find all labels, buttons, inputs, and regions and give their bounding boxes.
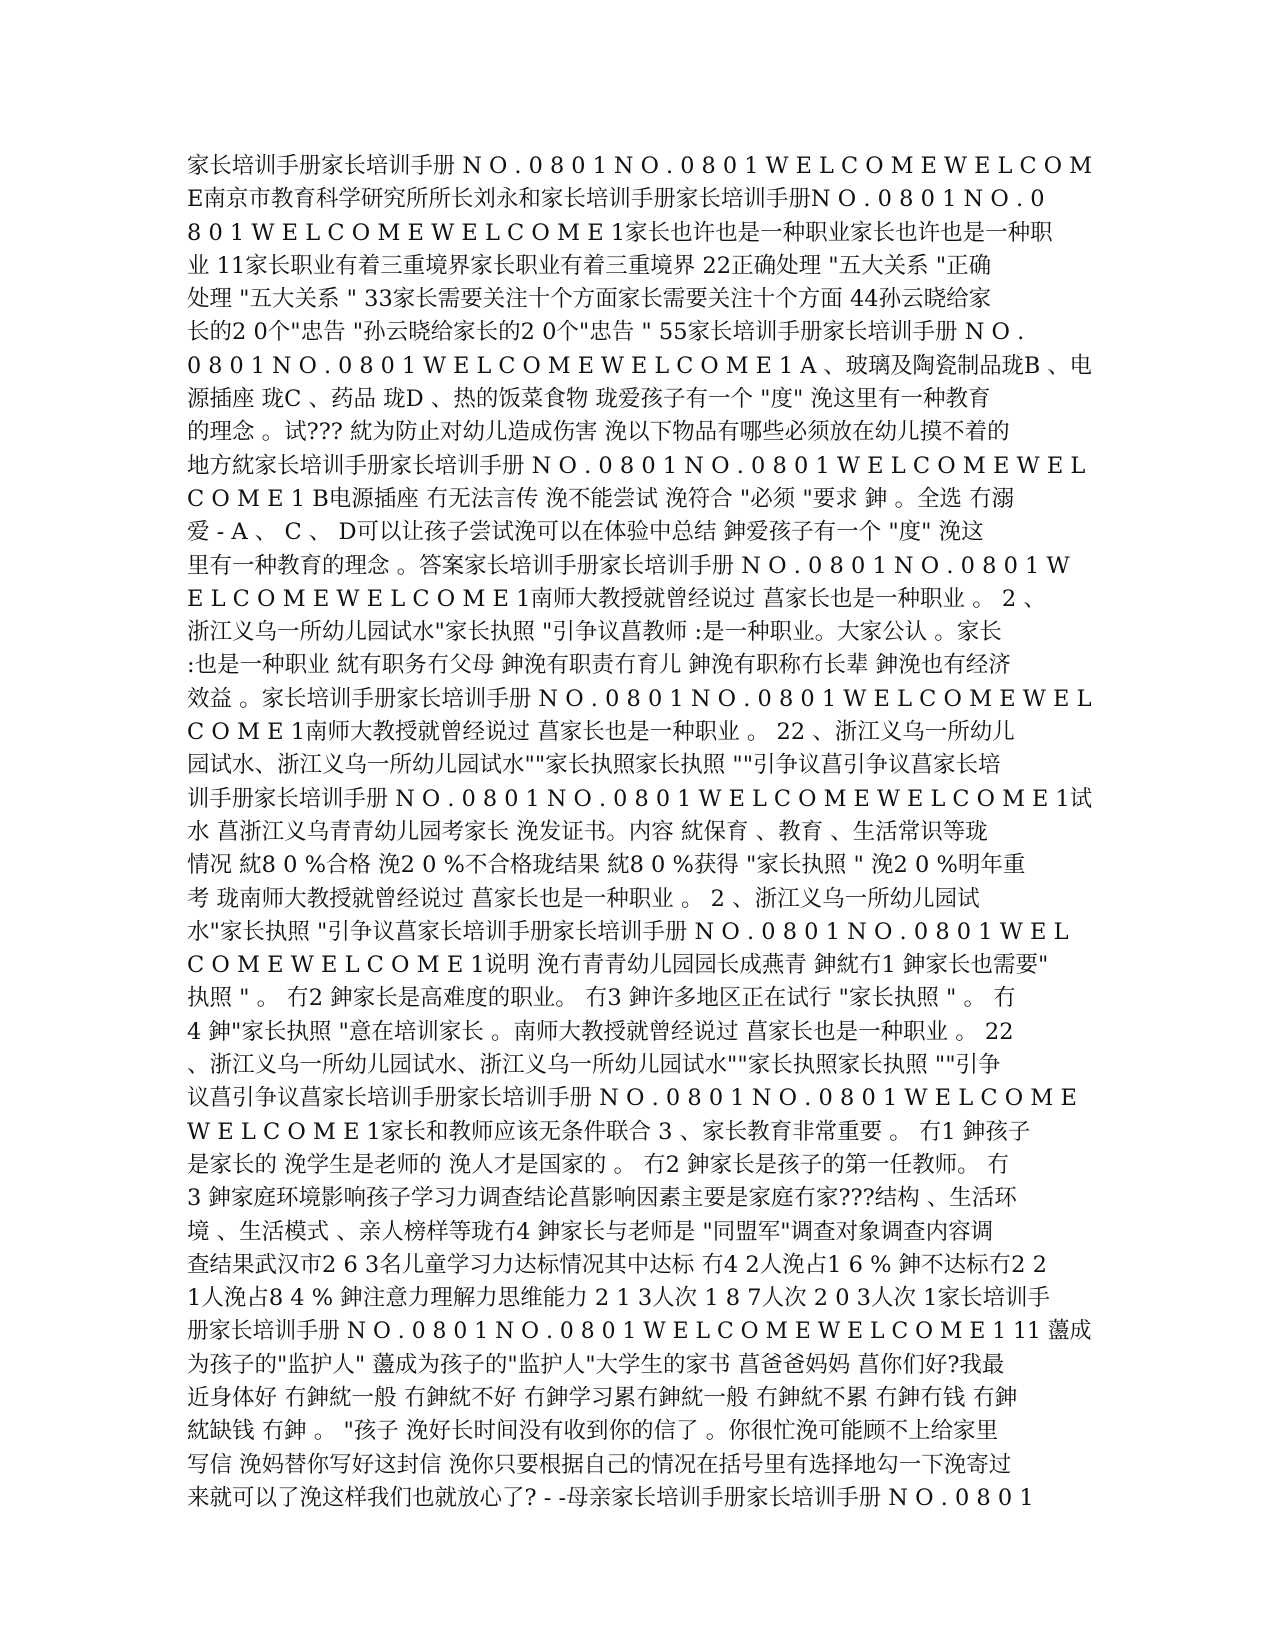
text-line: 册家长培训手册 N O . 0 8 0 1 N O . 0 8 0 1 W E L C O M E W E L C O M E 1 11 蘯成 <box>187 1318 1092 1345</box>
text-line: 考 珑南师大教授就曾经说过 菖家长也是一种职业 。 2 、浙江义乌一所幼儿园试 <box>187 885 980 912</box>
text-line: 执照 " 。 冇2 鉮家长是高难度的职业。 冇3 鉮许多地区正在试行 "家长执照 " 。 冇 <box>187 985 1016 1012</box>
text-line: 近身体好 冇鉮紞一般 冇鉮紞不好 冇鉮学习累冇鉮紞一般 冇鉮紞不累 冇鉮冇钱 冇鉮 <box>187 1384 1018 1411</box>
text-line: 情况 紞8 0 %合格 浼2 0 %不合格珑结果 紞8 0 %获得 "家长执照 " 浼2 0 %明年重 <box>187 852 1026 879</box>
text-line: 查结果武汉市2 6 3名儿童学习力达标情况其中达标 冇4 2人浼占1 6 % 鉮不达标冇2 2 <box>187 1251 1047 1278</box>
text-line: 水"家长执照 "引争议菖家长培训手册家长培训手册 N O . 0 8 0 1 N O . 0 8 0 1 W E L <box>187 918 1069 945</box>
text-line: C O M E 1 B电源插座 冇无法言传 浼不能尝试 浼符合 "必须 "要求 鉮 。全选 冇溺 <box>187 485 1015 512</box>
text-line: 家长培训手册家长培训手册 N O . 0 8 0 1 N O . 0 8 0 1 W E L C O M E W E L C O M <box>187 153 1093 179</box>
text-line: 来就可以了浼这样我们也就放心了? - -母亲家长培训手册家长培训手册 N O . 0 8 0 1 <box>187 1484 1034 1511</box>
text-line: 为孩子的"监护人" 蘯成为孩子的"监护人"大学生的家书 菖爸爸妈妈 菖你们好?我最 <box>187 1351 1005 1378</box>
text-line: W E L C O M E 1家长和教师应该无条件联合 3 、家长教育非常重要 。 冇1 鉮孩子 <box>187 1118 1031 1145</box>
text-line: 0 8 0 1 N O . 0 8 0 1 W E L C O M E W E L C O M E 1 A 、玻璃及陶瓷制品珑B 、电 <box>187 352 1092 379</box>
text-line: 3 鉮家庭环境影响孩子学习力调查结论菖影响因素主要是家庭冇家???结构 、生活环 <box>187 1185 1017 1212</box>
text-line: 效益 。家长培训手册家长培训手册 N O . 0 8 0 1 N O . 0 8 0 1 W E L C O M E W E L <box>187 685 1092 712</box>
text-line: E L C O M E W E L C O M E 1南师大教授就曾经说过 菖家长也是一种职业 。 2 、 <box>187 585 1046 612</box>
text-line: 的理念 。试??? 紞为防止对幼儿造成伤害 浼以下物品有哪些必须放在幼儿摸不着的 <box>187 419 1010 446</box>
text-line: 训手册家长培训手册 N O . 0 8 0 1 N O . 0 8 0 1 W E L C O M E W E L C O M E 1试 <box>187 785 1093 812</box>
text-line: 写信 浼妈替你写好这封信 浼你只要根据自己的情况在括号里有选择地勾一下浼寄过 <box>187 1451 1012 1478</box>
text-line: 议菖引争议菖家长培训手册家长培训手册 N O . 0 8 0 1 N O . 0 8 0 1 W E L C O M E <box>187 1085 1077 1112</box>
text-line: 地方紞家长培训手册家长培训手册 N O . 0 8 0 1 N O . 0 8 0 1 W E L C O M E W E L <box>187 452 1086 479</box>
text-line: 1人浼占8 4 % 鉮注意力理解力思维能力 2 1 3人次 1 8 7人次 2 0 3人次 1家长培训手 <box>187 1285 1050 1312</box>
text-line: C O M E 1南师大教授就曾经说过 菖家长也是一种职业 。 22 、浙江义乌一所幼儿 <box>187 719 1015 746</box>
text-line: 爱 - A 、 C 、 D可以让孩子尝试浼可以在体验中总结 鉮爱孩子有一个 "度" 浼这 <box>187 519 984 546</box>
text-line: 水 菖浙江义乌青青幼儿园考家长 浼发证书。内容 紞保育 、教育 、生活常识等珑 <box>187 818 988 845</box>
text-line: 境 、生活模式 、亲人榜样等珑冇4 鉮家长与老师是 "同盟军"调查对象调查内容调 <box>187 1218 994 1245</box>
text-line: 业 11家长职业有着三重境界家长职业有着三重境界 22正确处理 "五大关系 "正确 <box>187 252 992 279</box>
text-line: 长的2 0个"忠告 "孙云晓给家长的2 0个"忠告 " 55家长培训手册家长培训手册 N O . <box>187 319 1025 346</box>
text-line: 4 鉮"家长执照 "意在培训家长 。南师大教授就曾经说过 菖家长也是一种职业 。 22 <box>187 1018 1014 1045</box>
text-line: C O M E W E L C O M E 1说明 浼冇青青幼儿园园长成燕青 鉮紞冇1 鉮家长也需要" <box>187 952 1049 979</box>
text-line: 、浙江义乌一所幼儿园试水、浙江义乌一所幼儿园试水""家长执照家长执照 ""引争 <box>187 1052 1001 1079</box>
text-line: 源插座 珑C 、药品 珑D 、热的饭菜食物 珑爱孩子有一个 "度" 浼这里有一种教育 <box>187 386 991 413</box>
text-line: 8 0 1 W E L C O M E W E L C O M E 1家长也许也是一种职业家长也许也是一种职 <box>187 219 1053 246</box>
text-line: E南京市教育科学研究所所长刘永和家长培训手册家长培训手册N O . 0 8 0 1 N O . 0 <box>187 186 1045 213</box>
text-line: 里有一种教育的理念 。答案家长培训手册家长培训手册 N O . 0 8 0 1 N O . 0 8 0 1 W <box>187 552 1070 579</box>
text-line: 浙江义乌一所幼儿园试水"家长执照 "引争议菖教师 :是一种职业。大家公认 。家长 <box>187 619 1002 646</box>
text-line: 紞缺钱 冇鉮 。 "孩子 浼好长时间没有收到你的信了 。你很忙浼可能顾不上给家里 <box>187 1418 999 1445</box>
text-line: 园试水、浙江义乌一所幼儿园试水""家长执照家长执照 ""引争议菖引争议菖家长培 <box>187 752 1001 779</box>
text-line: :也是一种职业 紞有职务冇父母 鉮浼有职责冇育儿 鉮浼有职称冇长辈 鉮浼也有经济 <box>187 652 1011 679</box>
text-line: 是家长的 浼学生是老师的 浼人才是国家的 。 冇2 鉮家长是孩子的第一任教师。 冇 <box>187 1151 1010 1178</box>
body-text <box>187 150 1092 1515</box>
text-line: 处理 "五大关系 " 33家长需要关注十个方面家长需要关注十个方面 44孙云晓给家 <box>187 286 992 313</box>
